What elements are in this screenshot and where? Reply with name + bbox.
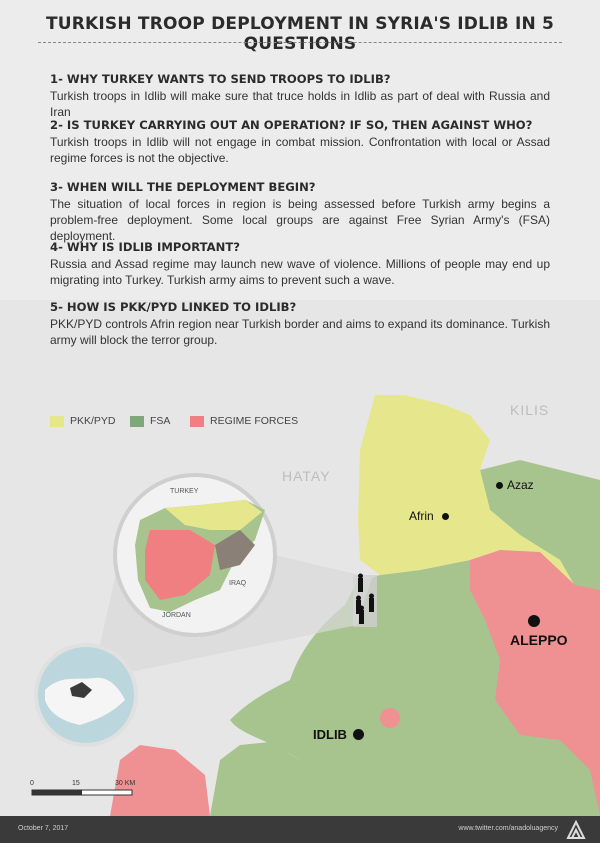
question-heading: 5- HOW IS PKK/PYD LINKED TO IDLIB? [50, 300, 297, 314]
region-label-kilis: KILIS [510, 402, 550, 418]
question-heading: 1- WHY TURKEY WANTS TO SEND TROOPS TO IDLIB? [50, 72, 391, 86]
inset-label-iraq: IRAQ [229, 580, 247, 587]
legend-swatch-fsa [130, 416, 144, 427]
question-answer: PKK/PYD controls Afrin region near Turkish border and aims to expand its dominance. Turkish army will block the terror group. [50, 317, 550, 347]
legend-pkk [50, 415, 116, 427]
question-heading: 4- WHY IS IDLIB IMPORTANT? [50, 240, 240, 254]
legend-label: REGIME FORCES [210, 415, 299, 427]
page-title: TURKISH TROOP DEPLOYMENT IN SYRIA'S IDLIB IN 5 QUESTIONS [45, 14, 555, 54]
legend-label: FSA [150, 415, 171, 427]
question-answer: Turkish troops in Idlib will not engage in combat mission. Confrontation with local or Assad regime forces is not the objective. [50, 135, 550, 165]
question-heading: 2- IS TURKEY CARRYING OUT AN OPERATION? IF SO, THEN AGAINST WHO? [50, 118, 533, 132]
question-heading: 3- WHEN WILL THE DEPLOYMENT BEGIN? [50, 180, 316, 194]
footer-website[interactable]: www.twitter.com/anadoluagency [458, 825, 558, 832]
city-dot-aleppo [528, 615, 540, 627]
question-answer: Russia and Assad regime may launch new wave of violence. Millions of people may end up migrating into Turkey. Turkish army aims to prevent such a wave. [50, 257, 550, 287]
scale-label-mid: 15 [72, 780, 80, 787]
city-dot-azaz [496, 482, 503, 489]
city-label-aleppo: ALEPPO [510, 632, 568, 648]
question-answer: The situation of local forces in region is being assessed before Turkish army begins a problem-free deployment. Some local groups are against Free Syrian Army's (FSA) deployment. [50, 197, 550, 243]
legend-fsa [130, 415, 170, 427]
city-label-afrin: Afrin [409, 509, 434, 523]
inset-label-turkey: TURKEY [170, 488, 199, 495]
question-answer: Turkish troops in Idlib will make sure that truce holds in Idlib as part of deal with Russia and Iran [50, 89, 550, 119]
legend-swatch-pkk [50, 416, 64, 427]
city-label-azaz: Azaz [507, 478, 534, 492]
world-inset [36, 645, 136, 745]
scale-bar [32, 790, 132, 795]
question-3 [50, 180, 550, 244]
footer-date: October 7, 2017 [18, 825, 69, 832]
legend-regime [190, 415, 298, 427]
city-label-idlib: IDLIB [313, 727, 347, 742]
question-1 [50, 72, 550, 120]
legend-label: PKK/PYD [70, 415, 116, 427]
question-4 [50, 240, 550, 288]
city-dot-afrin [442, 513, 449, 520]
question-5 [50, 300, 550, 348]
city-dot-idlib [353, 729, 364, 740]
region-label-hatay: HATAY [282, 468, 331, 484]
agency-logo-icon [566, 820, 586, 840]
inset-label-jordan: JORDAN [162, 612, 191, 619]
scale-label-end: 30 KM [115, 780, 136, 787]
syria-inset [115, 475, 275, 635]
legend-swatch-regime [190, 416, 204, 427]
regime-spot [380, 708, 400, 728]
title-divider [38, 42, 562, 43]
question-2 [50, 118, 550, 166]
footer [0, 816, 600, 843]
scale-label-zero: 0 [30, 780, 34, 787]
